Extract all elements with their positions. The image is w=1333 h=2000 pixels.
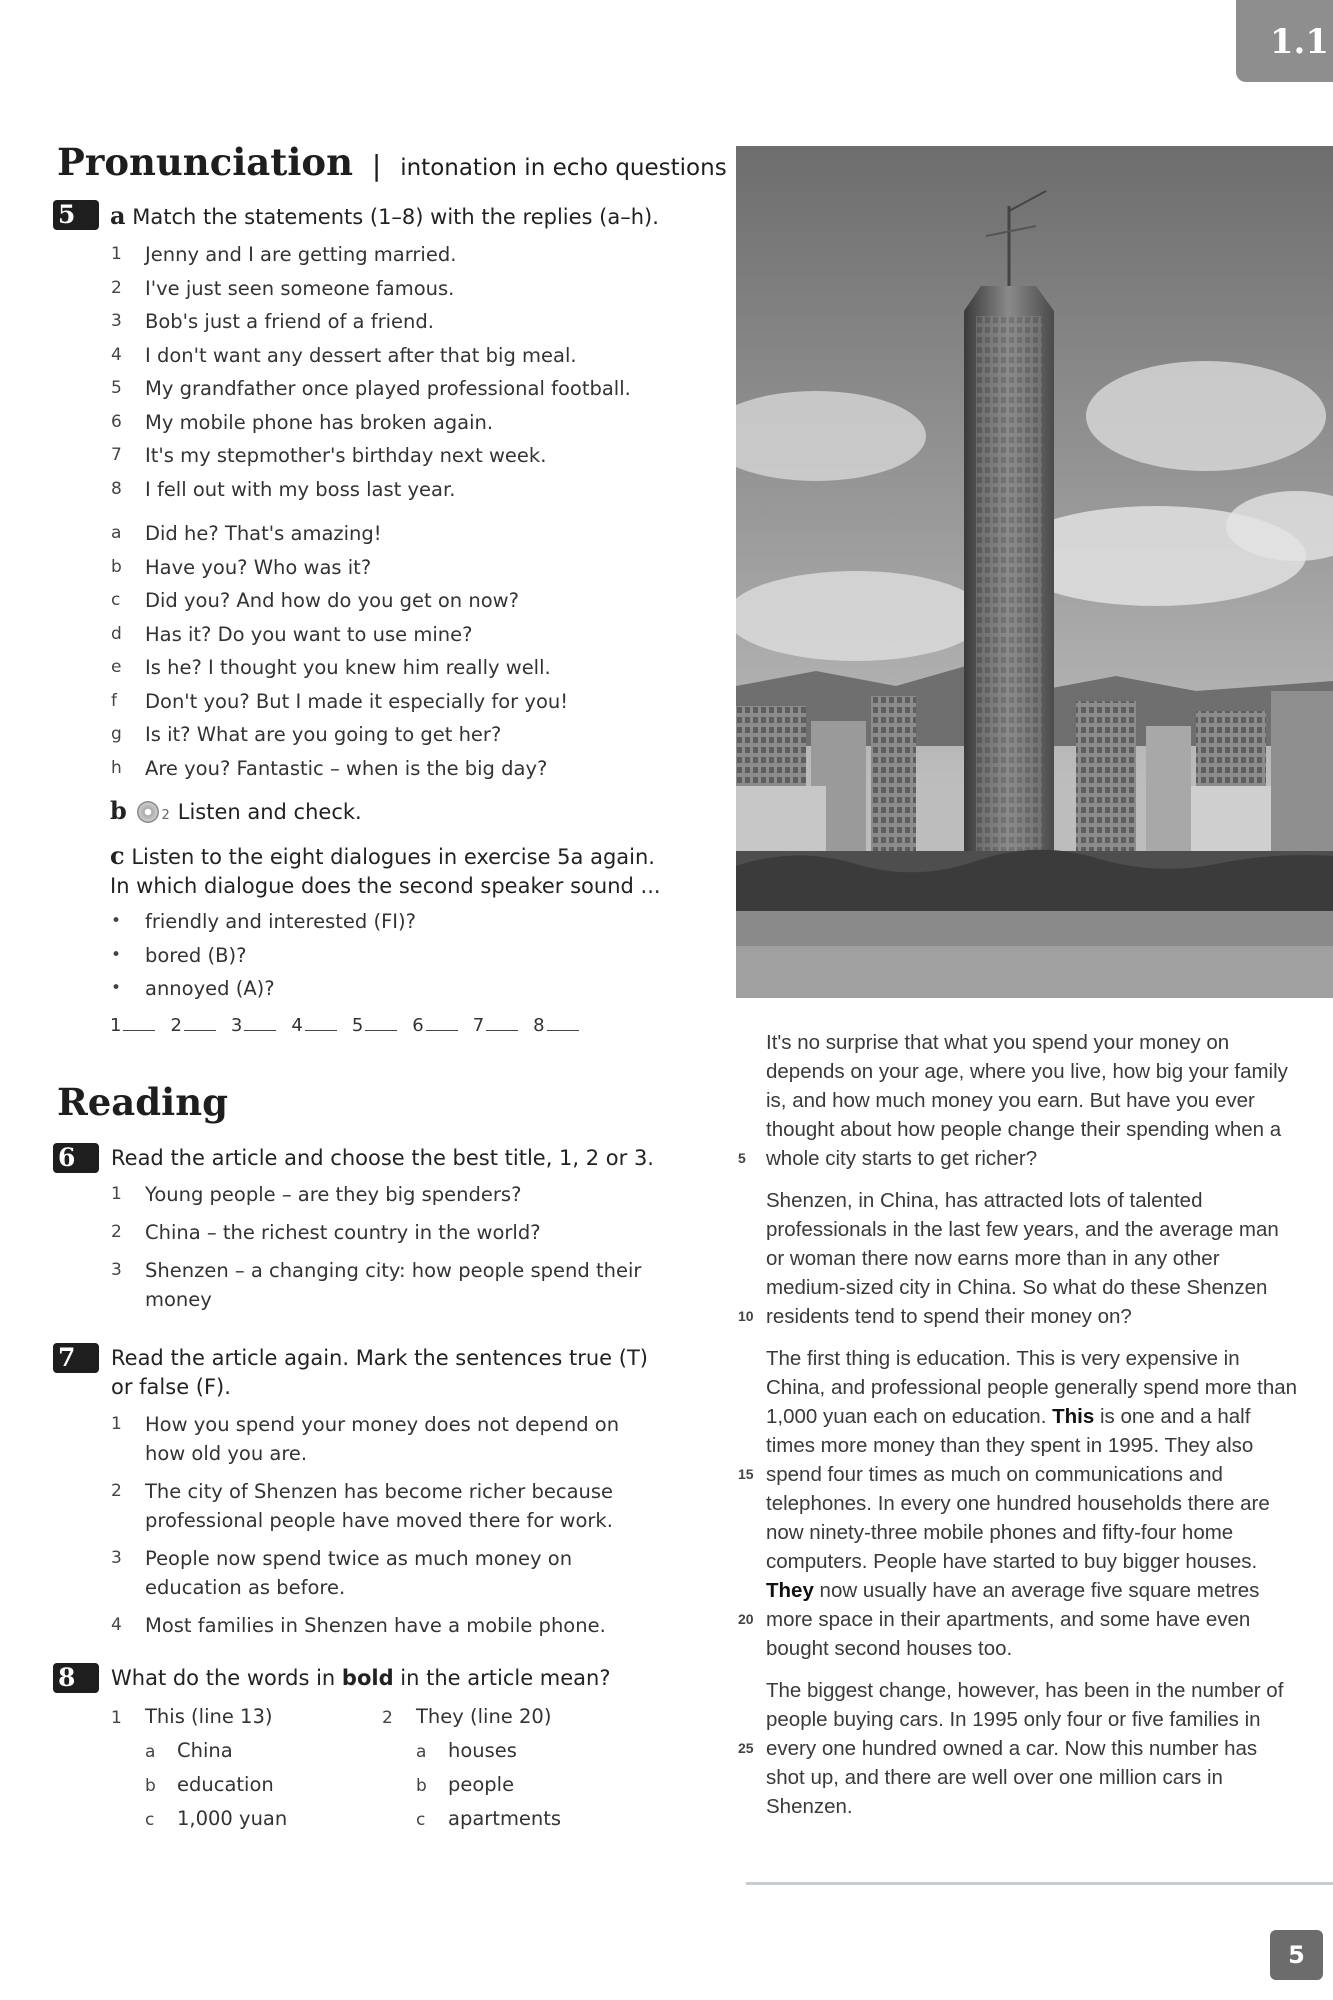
statement-item [111,473,631,507]
part-a-text: Match the statements (1–8) with the replies (a–h). [132,205,659,229]
ex8-question-2 [382,1700,561,1836]
exercise-5b-instruction [110,796,362,830]
reply-number: f [111,690,117,711]
exercise-5-badge: 5 [53,200,99,230]
statement-item [111,406,631,440]
title-option-item [111,1256,671,1314]
ex8-instruction-bold: bold [341,1666,394,1690]
answer-blank-number: 5 [351,1015,364,1036]
q2-opt-b: people [448,1773,515,1796]
q1-text: This (line 13) [145,1705,273,1728]
answer-blank[interactable] [473,1015,518,1036]
statement-number: 1 [111,244,122,264]
reply-item [111,551,568,585]
true-false-sentence-item [111,1477,631,1535]
exercise-5a-instruction [110,201,659,232]
reply-text: Did you? And how do you get on now? [145,589,519,612]
unit-tab [1236,0,1333,82]
ex8-instruction-post: in the article mean? [393,1666,611,1690]
heading-separator: | [371,149,382,182]
title-option-number: 1 [111,1184,122,1204]
bullet-text: bored (B)? [145,943,247,967]
q2-opt-a: houses [448,1739,517,1762]
q2-opt-c: apartments [448,1807,562,1830]
answer-blank-number: 8 [533,1015,545,1036]
bullet-text: friendly and interested (FI)? [145,910,416,933]
statement-text: My grandfather once played professional football. [145,377,631,400]
answer-blank-line[interactable] [305,1030,337,1031]
q2-opt-a-letter: a [416,1742,427,1762]
article-bold-they: They [766,1579,814,1602]
article [738,1028,1298,1834]
statement-number: 6 [111,411,122,432]
statement-text: Bob's just a friend of a friend. [145,310,434,333]
true-false-sentence-text: How you spend your money does not depend on how old you are. [145,1413,620,1465]
article-p1-text: It's no surprise that what you spend your money on depends on your age, where you live, how big your family is, and how much money you earn. But have you ever thought about how people change their spending when a whole city starts to get richer? [766,1031,1288,1170]
skyscraper-photo [736,146,1333,998]
bullet-dot-icon: • [111,944,122,965]
article-p3-text-a: The first thing is education. This is very expensive in China, and professional people generally spend more than 1,000 yuan each on education. [766,1347,1298,1428]
answer-blank-line[interactable] [184,1030,216,1031]
q2-opt-c-letter: c [416,1810,426,1830]
answer-blank-line[interactable] [244,1030,276,1031]
answer-blank[interactable] [231,1015,276,1036]
true-false-sentence-number: 1 [111,1414,122,1434]
article-paragraph-4 [738,1676,1298,1821]
statement-text: Jenny and I are getting married. [145,243,457,266]
reply-text: Did he? That's amazing! [145,522,382,545]
line-number-15: 15 [738,1466,754,1482]
part-b-letter: b [110,796,127,825]
reply-item [111,618,568,652]
answer-blank-line[interactable] [123,1030,155,1031]
bullet-dot-icon: • [111,978,122,998]
answer-blank[interactable] [412,1015,457,1036]
exercise-5c-instruction [110,841,680,901]
part-c-letter: c [110,841,125,870]
bullet-dot-icon: • [111,911,122,931]
answer-blank-number: 7 [472,1015,485,1036]
answer-blank-line[interactable] [486,1030,518,1031]
answer-blank-number: 1 [110,1015,122,1036]
reply-text: Have you? Who was it? [145,555,372,579]
answer-blank-line[interactable] [547,1030,579,1031]
reply-item [111,685,568,719]
statement-item [111,439,631,473]
part-b-text: Listen and check. [177,800,362,824]
exercise-8-instruction [111,1664,611,1693]
true-false-sentence-text: The city of Shenzen has become richer because professional people have moved there for work. [145,1480,614,1532]
q1-opt-a-letter: a [145,1742,156,1762]
reply-number: d [111,623,122,644]
audio-cd-icon[interactable] [137,801,159,823]
exercise-7-list [111,1410,631,1649]
q1-opt-a: China [177,1739,233,1762]
q1-opt-c: 1,000 yuan [177,1807,288,1830]
statement-text: I don't want any dessert after that big meal. [145,343,577,367]
statement-number: 8 [111,478,122,499]
statements-list [111,238,631,506]
exercise-6-instruction: Read the article and choose the best title, 1, 2 or 3. [111,1146,654,1170]
article-p2-text: Shenzen, in China, has attracted lots of talented professionals in the last few years, and the average man or woman there now earns more than in any other medium-sized city in China. So what do these Shenzen residents tend to spend their money on? [766,1189,1279,1328]
reply-item [111,752,568,786]
title-option-number: 3 [111,1260,122,1280]
true-false-sentence-number: 2 [111,1481,122,1501]
q2-opt-b-letter: b [416,1776,427,1796]
statement-item [111,238,631,272]
answer-blank[interactable] [110,1015,155,1036]
bullet-item [111,972,416,1006]
pronunciation-heading [57,140,727,184]
pronunciation-title: Pronunciation [57,140,353,184]
exercise-6-badge: 6 [53,1143,99,1173]
answer-blank[interactable] [533,1015,578,1036]
q1-opt-c-letter: c [145,1810,155,1830]
answer-blank-number: 3 [230,1015,243,1036]
answer-blank[interactable] [170,1015,215,1036]
pronunciation-subtitle: intonation in echo questions [400,155,727,181]
statement-item [111,272,631,306]
article-p3-text-c: now usually have an average five square metres more space in their apartments, and some have even bought second houses too. [766,1579,1260,1660]
answer-blank-line[interactable] [365,1030,397,1031]
true-false-sentence-text: People now spend twice as much money on education as before. [145,1547,573,1599]
answer-blanks [110,1015,579,1036]
statement-number: 7 [111,445,122,465]
statement-text: I've just seen someone famous. [145,276,455,300]
part-a-letter: a [110,201,126,230]
bullet-item [111,939,416,973]
q2-number: 2 [382,1708,393,1728]
statement-text: My mobile phone has broken again. [145,410,494,434]
article-paragraph-3 [738,1344,1298,1663]
statement-item [111,305,631,339]
reply-number: c [111,590,121,610]
page-number: 5 [1270,1930,1323,1980]
statement-number: 5 [111,378,122,398]
answer-blank-line[interactable] [426,1030,458,1031]
article-paragraph-2 [738,1186,1298,1331]
article-p3-text-b: is one and a half times more money than they spent in 1995. They also spend four times as much on communications and telephones. In every one hundred households there are now ninety-three mobile phones and fifty-four home computers. People have started to buy bigger houses. [766,1405,1270,1573]
q1-opt-b-letter: b [145,1776,156,1796]
reply-text: Are you? Fantastic – when is the big day? [145,756,548,780]
exercise-7-instruction: Read the article again. Mark the sentences true (T) or false (F). [111,1346,648,1399]
answer-blank-number: 6 [412,1015,424,1036]
part-c-text: Listen to the eight dialogues in exercise 5a again. In which dialogue does the second speaker sound ... [110,845,661,898]
exercise-7-badge: 7 [53,1343,99,1373]
ex8-question-1 [111,1700,287,1836]
q2-text: They (line 20) [416,1705,552,1728]
answer-blank-number: 2 [170,1015,182,1036]
title-option-text: Shenzen – a changing city: how people spend their money [145,1259,642,1311]
statement-number: 2 [111,277,122,298]
statement-item [111,339,631,373]
true-false-sentence-number: 3 [111,1548,122,1568]
line-number-20: 20 [738,1611,754,1627]
bullet-item [111,905,416,939]
title-option-text: Young people – are they big spenders? [145,1183,522,1206]
reply-item [111,517,568,551]
true-false-sentence-item [111,1544,631,1602]
reply-number: b [111,556,122,577]
exercise-8-badge: 8 [53,1663,99,1693]
answer-blank[interactable] [291,1015,336,1036]
reply-text: Don't you? But I made it especially for you! [145,689,569,713]
bullet-text: annoyed (A)? [145,977,275,1000]
reply-item [111,718,568,752]
line-number-10: 10 [738,1308,754,1324]
true-false-sentence-item [111,1410,631,1468]
exercise-6-list [111,1180,671,1323]
true-false-sentence-number: 4 [111,1615,122,1635]
reply-text: Is it? What are you going to get her? [145,723,502,746]
true-false-sentence-text: Most families in Shenzen have a mobile phone. [145,1614,606,1637]
reply-item [111,651,568,685]
reply-text: Is he? I thought you knew him really well. [145,656,551,679]
reply-number: a [111,523,122,543]
statement-number: 3 [111,311,122,331]
true-false-sentence-item [111,1611,631,1640]
reading-title: Reading [57,1080,228,1124]
q1-opt-b: education [177,1773,274,1796]
statement-text: It's my stepmother's birthday next week. [145,444,547,467]
answer-blank[interactable] [352,1015,397,1036]
ex8-instruction-pre: What do the words in [111,1666,342,1690]
statement-item [111,372,631,406]
reply-number: g [111,724,122,744]
reply-item [111,584,568,618]
q1-number: 1 [111,1708,122,1728]
article-bold-this: This [1052,1405,1095,1428]
unit-number: 1.1 [1269,22,1329,62]
replies-list [111,517,568,785]
statement-text: I fell out with my boss last year. [145,477,456,501]
reply-text: Has it? Do you want to use mine? [145,622,473,646]
answer-blank-number: 4 [291,1015,303,1036]
title-option-item [111,1218,671,1247]
line-number-5: 5 [738,1150,746,1166]
title-option-number: 2 [111,1222,122,1242]
article-p4-text: The biggest change, however, has been in the number of people buying cars. In 1995 only four or five families in every one hundred owned a car. Now this number has shot up, and there are well over one million cars in Shenzen. [766,1679,1284,1818]
article-paragraph-1 [738,1028,1298,1173]
article-bottom-rule [746,1882,1333,1885]
audio-track-number: 2 [161,808,170,823]
title-option-item [111,1180,671,1209]
reply-number: h [111,757,122,778]
bullet-list [111,905,416,1006]
title-option-text: China – the richest country in the world? [145,1221,541,1244]
line-number-25: 25 [738,1740,754,1756]
reply-number: e [111,657,122,677]
statement-number: 4 [111,344,122,365]
